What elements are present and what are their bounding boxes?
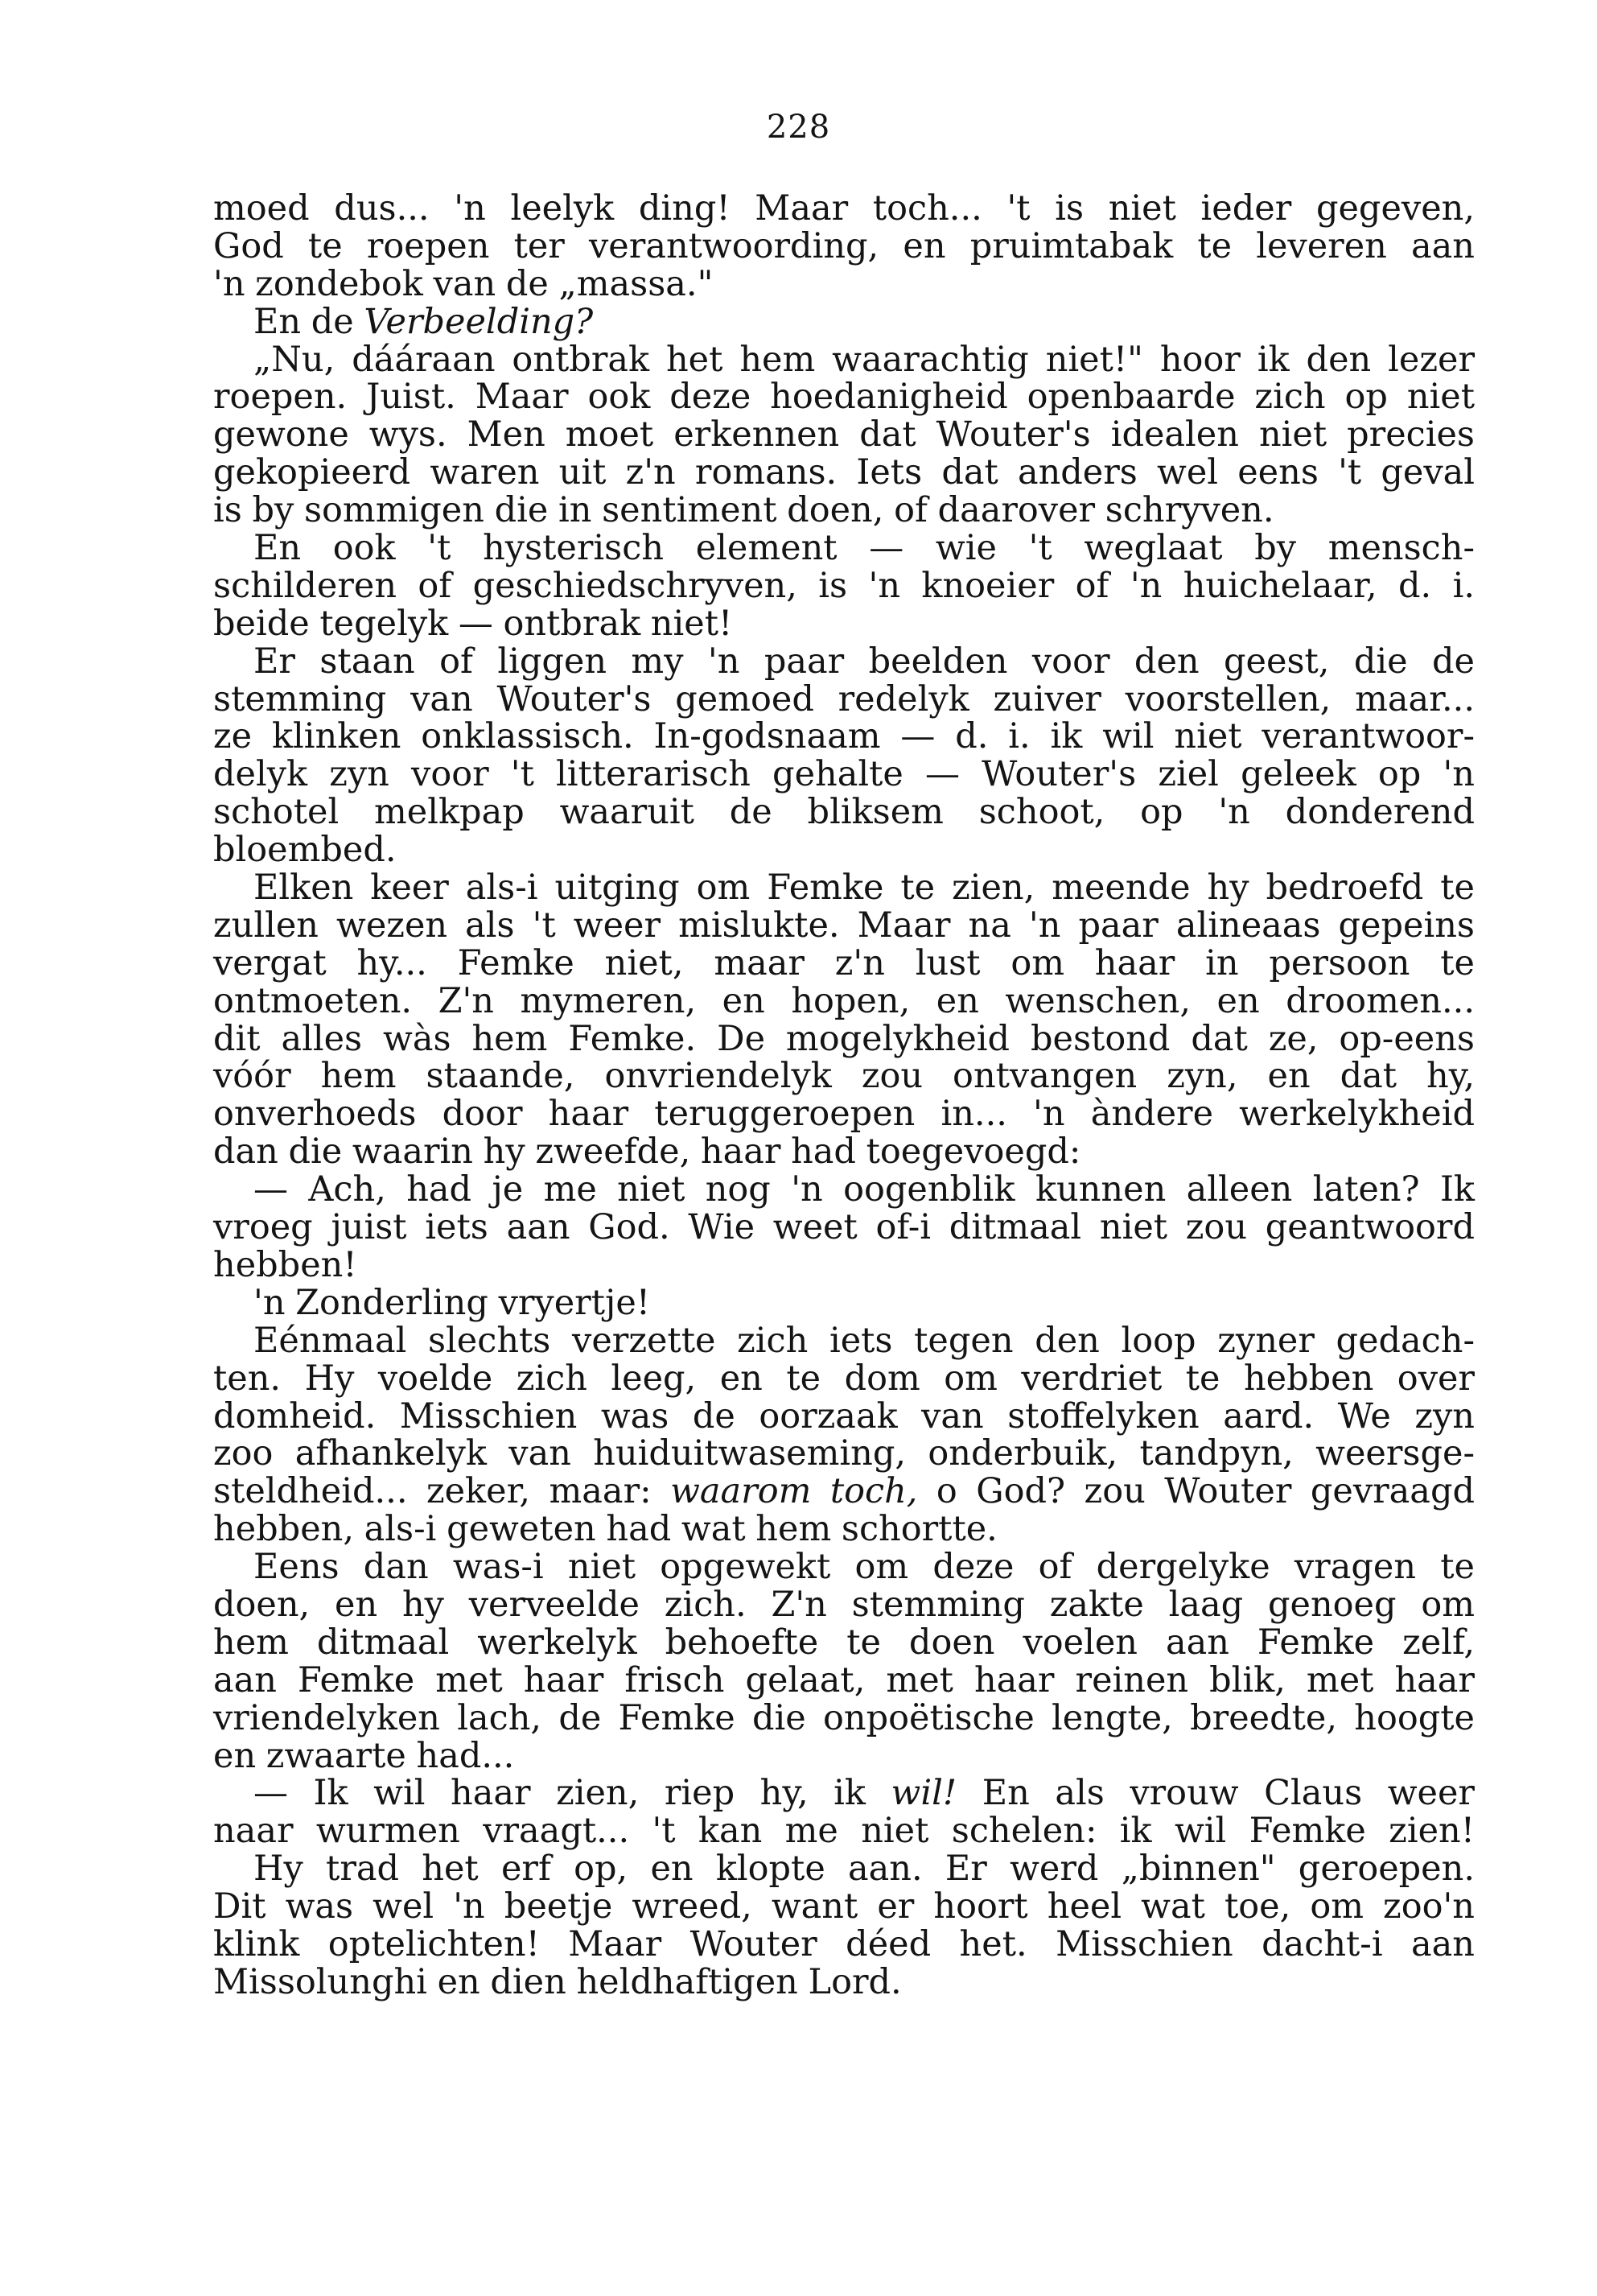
text-line-content: En de Verbeelding? [253,301,594,342]
text-line-content: zullen wezen als 't weer mislukte. Maar na 'n paar alineaas gepeins [213,905,1475,946]
body-text [213,190,1475,2001]
text-line-content: Dit was wel 'n beetje wreed, want er hoort heel wat toe, om zoo'n [213,1886,1475,1927]
text-line [213,1850,1475,1888]
text-line-content: zoo afhankelyk van huiduitwaseming, onderbuik, tandpyn, weersge- [213,1433,1475,1474]
text-line [213,1511,1475,1548]
text-line-content: delyk zyn voor 't litterarisch gehalte — Wouter's ziel geleek op 'n [213,754,1475,795]
text-line [213,1812,1475,1850]
page-number: 228 [766,109,831,146]
text-line-content: schilderen of geschiedschryven, is 'n knoeier of 'n huichelaar, d. i. [213,565,1475,606]
text-line-content: doen, en hy verveelde zich. Z'n stemming zakte laag genoeg om [213,1584,1475,1625]
text-line-content: Elken keer als-i uitging om Femke te zien, meende hy bedroefd te [253,868,1475,909]
text-line [213,341,1475,379]
text-line-content: ze klinken onklassisch. In-godsnaam — d. i. ik wil niet verantwoor- [213,716,1475,757]
text-line-content: onverhoeds door haar teruggeroepen in... 'n àndere werkelykheid [213,1094,1475,1135]
text-line [213,718,1475,756]
text-line-content: vergat hy... Femke niet, maar z'n lust om haar in persoon te [213,942,1475,983]
text-line-content: schotel melkpap waaruit de bliksem schoot, op 'n donderend [213,792,1475,833]
text-line-content: „Nu, dááraan ontbrak het hem waarachtig niet!" hoor ik den lezer [253,339,1475,380]
text-line-content: En ook 't hysterisch element — wie 't weglaat by mensch- [253,528,1475,569]
text-line [213,980,1475,1021]
text-line [213,190,1475,228]
text-line [213,1057,1475,1095]
text-line-content: beide tegelyk — ontbrak niet! [213,603,733,644]
italic-phrase: waarom toch, [670,1471,918,1512]
text-line-content: vriendelyken lach, de Femke die onpoëtische lengte, breedte, hoogte [213,1697,1475,1738]
text-line-content: 'n zondebok van de „massa." [213,263,714,304]
text-line [213,492,1475,530]
text-line-content: vroeg juist iets aan God. Wie weet of-i ditmaal niet zou geantwoord [213,1207,1475,1248]
text-line [213,942,1475,983]
text-line-content: steldheid... zeker, maar: waarom toch, o God? zou Wouter gevraagd [213,1471,1475,1512]
text-line-content: ten. Hy voelde zich leeg, en te dom om verdriet te hebben over [213,1358,1475,1399]
text-line [213,530,1475,567]
text-line [213,1435,1475,1473]
text-line [213,1737,1475,1775]
text-line [213,378,1475,416]
text-line [213,454,1475,492]
text-line [213,643,1475,681]
text-line [213,1888,1475,1926]
text-line-content: vóór hem staande, onvriendelyk zou ontvangen zyn, en dat hy, [213,1056,1475,1097]
text-line-content: ontmoeten. Z'n mymeren, en hopen, en wenschen, en droomen... [213,980,1475,1021]
text-line-content: stemming van Wouter's gemoed redelyk zuiver voorstellen, maar... [213,678,1475,719]
text-line [213,1171,1475,1209]
text-line-content: gekopieerd waren uit z'n romans. Iets dat anders wel eens 't geval [213,452,1475,493]
text-line [213,831,1475,869]
text-line-content: — Ach, had je me niet nog 'n oogenblik kunnen alleen laten? Ik [253,1169,1475,1210]
text-line-content: bloembed. [213,830,397,871]
text-line-content: Hy trad het erf op, en klopte aan. Er werd „binnen" geroepen. [253,1849,1475,1890]
text-line [213,794,1475,831]
text-line-content: Eénmaal slechts verzette zich iets tegen den loop zyner gedach- [253,1320,1475,1361]
text-line [213,1095,1475,1133]
text-line-content: moed dus... 'n leelyk ding! Maar toch... 't is niet ieder gegeven, [213,188,1475,229]
text-line-content: Eens dan was-i niet opgewekt om deze of dergelyke vragen te [253,1547,1475,1588]
text-line [213,225,1475,266]
text-line [213,1360,1475,1398]
text-line-content: — Ik wil haar zien, riep hy, ik wil! En als vrouw Claus weer [253,1773,1475,1814]
text-line [213,263,1475,304]
text-line [213,1473,1475,1511]
text-line [213,567,1475,605]
italic-phrase: Verbeelding? [364,301,594,342]
text-line [213,1624,1475,1662]
text-line-content: hebben! [213,1244,357,1285]
text-line [213,1020,1475,1058]
text-line-content: naar wurmen vraagt... 't kan me niet schelen: ik wil Femke zien! [213,1811,1475,1852]
text-line [213,1244,1475,1285]
text-line [213,907,1475,945]
text-line-content: 'n Zonderling vryertje! [253,1282,651,1323]
text-line [213,1586,1475,1624]
text-line [213,756,1475,794]
text-line [213,869,1475,907]
text-line [213,678,1475,719]
text-line-content: en zwaarte had... [213,1735,515,1776]
text-line-content: Missolunghi en dien heldhaftigen Lord. [213,1961,902,2002]
text-line-content: dan die waarin hy zweefde, haar had toegevoegd: [213,1132,1081,1173]
text-line [213,1961,1475,2002]
text-line [213,1284,1475,1322]
text-line [213,1697,1475,1738]
text-line-content: is by sommigen die in sentiment doen, of daarover schryven. [213,490,1274,531]
italic-phrase: wil! [891,1773,957,1814]
text-line-content: gewone wys. Men moet erkennen dat Wouter's idealen niet precies [213,414,1475,455]
text-line [213,1322,1475,1360]
text-line [213,416,1475,454]
text-line-content: Er staan of liggen my 'n paar beelden voor den geest, die de [253,641,1475,682]
text-line [213,1775,1475,1812]
text-line [213,1923,1475,1964]
text-line [213,1548,1475,1586]
text-line-content: God te roepen ter verantwoording, en pruimtabak te leveren aan [213,225,1475,266]
text-line [213,1395,1475,1437]
text-line-content: hem ditmaal werkelyk behoefte te doen voelen aan Femke zelf, [213,1622,1475,1663]
text-line [213,1659,1475,1700]
text-line-content: hebben, als-i geweten had wat hem schortte. [213,1509,998,1550]
text-line [213,1209,1475,1247]
text-line-content: aan Femke met haar frisch gelaat, met haar reinen blik, met haar [213,1659,1475,1700]
text-line-content: klink optelichten! Maar Wouter déed het. Misschien dacht-i aan [213,1923,1475,1964]
text-line-content: roepen. Juist. Maar ook deze hoedanigheid openbaarde zich op niet [213,377,1475,418]
text-line [213,303,1475,341]
text-line-content: dit alles wàs hem Femke. De mogelykheid bestond dat ze, op-eens [213,1018,1475,1059]
text-line-content: domheid. Misschien was de oorzaak van stoffelyken aard. We zyn [213,1395,1475,1437]
text-line [213,1133,1475,1171]
text-line [213,605,1475,643]
